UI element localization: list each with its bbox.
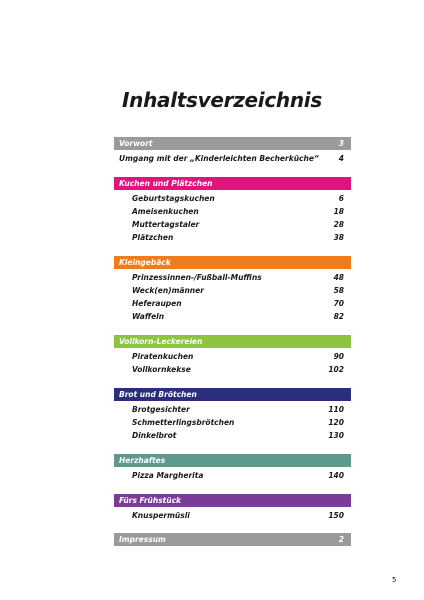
entry-label: Ameisenkuchen [132, 207, 199, 216]
entry-label: Heferaupen [132, 299, 182, 308]
toc-entry[interactable] [114, 429, 351, 442]
entry-label: Piratenkuchen [132, 352, 194, 361]
entry-label: Umgang mit der „Kinderleichten Becherküche“ [119, 154, 319, 163]
section-page: 2 [338, 535, 344, 544]
toc-entry[interactable] [114, 297, 351, 310]
toc-entry[interactable] [114, 403, 351, 416]
toc-section-header[interactable] [114, 137, 351, 150]
entry-label: Weck(en)männer [132, 286, 204, 295]
entry-page: 90 [333, 352, 344, 361]
toc-entry[interactable] [114, 416, 351, 429]
toc-entry[interactable] [114, 231, 351, 244]
entry-label: Schmetterlingsbrötchen [132, 418, 235, 427]
toc-entry[interactable] [114, 271, 351, 284]
toc-section-header[interactable] [114, 533, 351, 546]
entry-page: 140 [328, 471, 344, 480]
entry-page: 102 [328, 365, 344, 374]
entry-page: 110 [328, 405, 344, 414]
entry-page: 4 [338, 154, 344, 163]
toc-entry[interactable] [114, 469, 351, 482]
entry-label: Brotgesichter [132, 405, 190, 414]
entry-label: Geburtstagskuchen [132, 194, 215, 203]
entry-label: Pizza Margherita [132, 471, 204, 480]
toc-section-header[interactable] [114, 335, 351, 348]
toc-entry[interactable] [114, 350, 351, 363]
entry-page: 150 [328, 511, 344, 520]
section-page: 3 [338, 139, 344, 148]
section-label: Impressum [119, 535, 166, 544]
entry-label: Waffeln [132, 312, 165, 321]
table-of-contents [114, 137, 351, 546]
entry-page: 18 [333, 207, 344, 216]
section-label: Brot und Brötchen [119, 390, 197, 399]
entry-page: 130 [328, 431, 344, 440]
toc-entry[interactable] [114, 310, 351, 323]
toc-entry[interactable] [114, 192, 351, 205]
toc-section-header[interactable] [114, 388, 351, 401]
entry-label: Vollkornkekse [132, 365, 191, 374]
entry-page: 120 [328, 418, 344, 427]
entry-page: 6 [338, 194, 344, 203]
entry-label: Prinzessinnen-/Fußball-Muffins [132, 273, 262, 282]
toc-entry[interactable] [114, 284, 351, 297]
section-label: Fürs Frühstück [119, 496, 182, 505]
section-label: Vorwort [119, 139, 153, 148]
section-label: Kuchen und Plätzchen [119, 179, 213, 188]
entry-page: 58 [333, 286, 344, 295]
entry-page: 38 [333, 233, 344, 242]
toc-section-header[interactable] [114, 454, 351, 467]
toc-entry[interactable] [114, 363, 351, 376]
toc-entry[interactable] [114, 205, 351, 218]
entry-label: Plätzchen [132, 233, 174, 242]
toc-entry[interactable] [114, 509, 351, 522]
entry-label: Dinkelbrot [132, 431, 177, 440]
page-title: Inhaltsverzeichnis [122, 88, 322, 112]
section-label: Kleingebäck [119, 258, 171, 267]
entry-label: Knuspermüsli [132, 511, 190, 520]
entry-page: 48 [333, 273, 344, 282]
toc-section-header[interactable] [114, 494, 351, 507]
toc-section-header[interactable] [114, 256, 351, 269]
toc-entry[interactable] [114, 152, 351, 165]
section-label: Vollkorn-Leckereien [119, 337, 203, 346]
entry-page: 82 [333, 312, 344, 321]
entry-page: 28 [333, 220, 344, 229]
page-number: 5 [392, 576, 397, 584]
toc-entry[interactable] [114, 218, 351, 231]
toc-section-header[interactable] [114, 177, 351, 190]
section-label: Herzhaftes [119, 456, 166, 465]
entry-label: Muttertagstaler [132, 220, 200, 229]
entry-page: 70 [333, 299, 344, 308]
